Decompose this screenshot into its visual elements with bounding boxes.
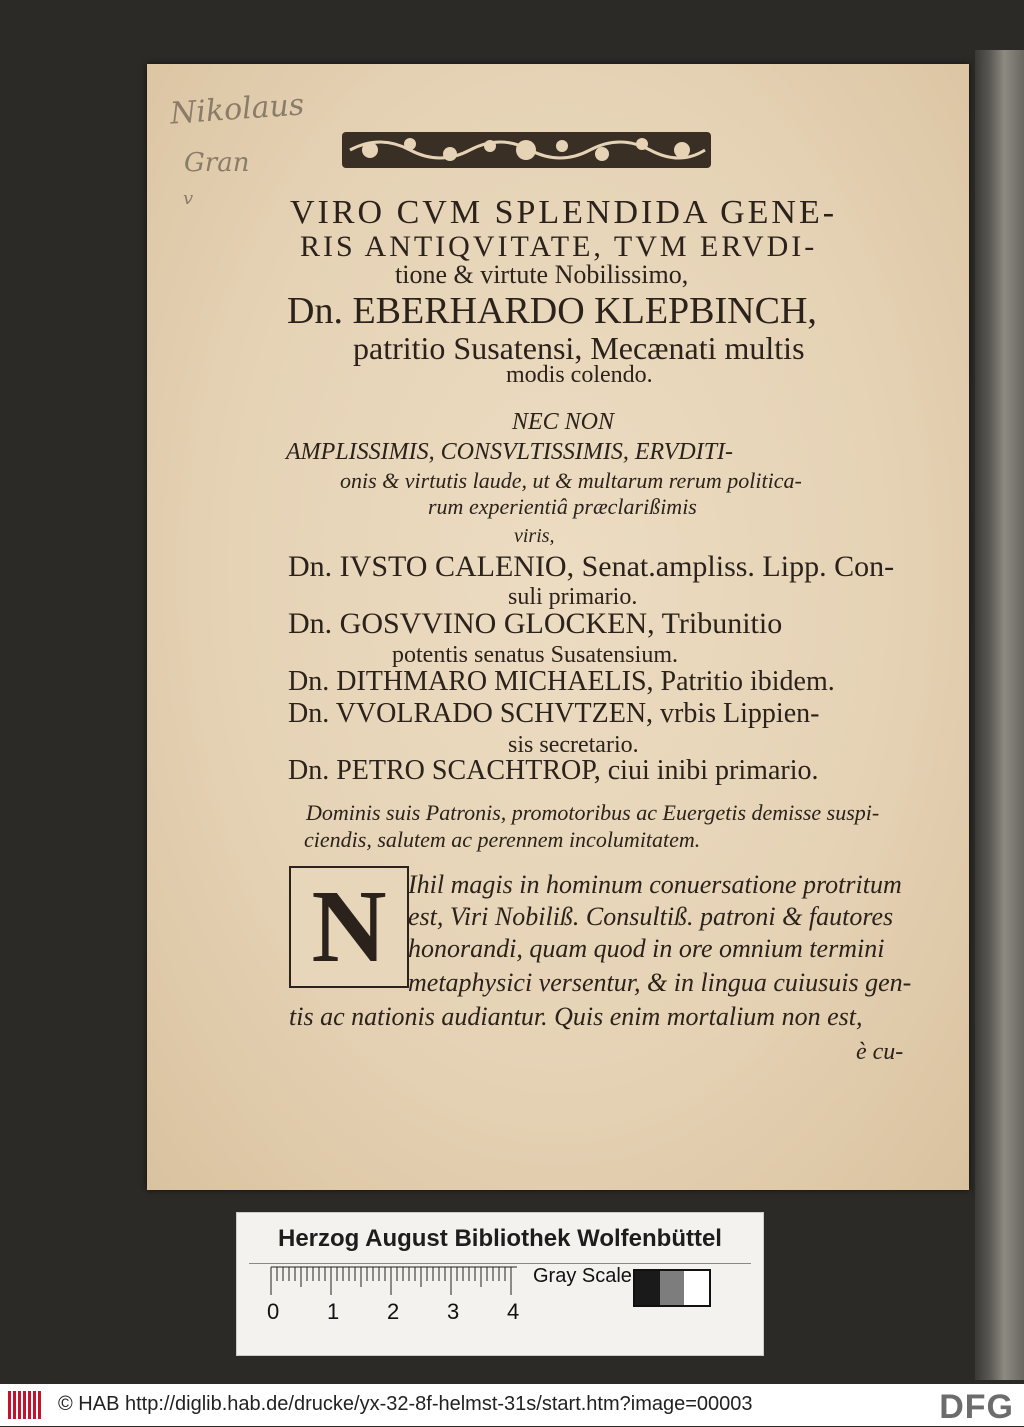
title-line-5: patritio Susatensi, Mecænati multis bbox=[353, 330, 805, 366]
catchword: è cu- bbox=[856, 1039, 904, 1065]
ruler-number-2: 2 bbox=[387, 1299, 400, 1324]
footer-source-link[interactable]: © HAB http://diglib.hab.de/drucke/yx-32-8f-helmst-31s/start.htm?image=00003 bbox=[58, 1393, 753, 1415]
ruler-number-4: 4 bbox=[507, 1299, 520, 1324]
body-line-2: est, Viri Nobiliß. Consultiß. patroni & fautores bbox=[408, 902, 894, 931]
dfg-logo: DFG bbox=[939, 1388, 1014, 1426]
second-line-9: onis & virtutis laude, ut & multarum rerum politica- bbox=[340, 468, 802, 493]
library-name: Herzog August Bibliothek Wolfenbüttel bbox=[278, 1225, 722, 1252]
body-line-3: honorandi, quam quod in ore omnium termini bbox=[408, 934, 885, 963]
second-line-8: AMPLISSIMIS, CONSVLTISSIMIS, ERVDITI- bbox=[286, 439, 734, 465]
ruler-number-3: 3 bbox=[447, 1299, 460, 1324]
body-line-5: tis ac nationis audiantur. Quis enim mortalium non est, bbox=[289, 1002, 863, 1031]
name-schutzen: Dn. VVOLRADO SCHVTZEN, vrbis Lippien- bbox=[288, 698, 820, 729]
dropcap-letter: N bbox=[311, 869, 387, 984]
second-line-11: viris, bbox=[514, 525, 555, 547]
swatch-white bbox=[684, 1271, 709, 1305]
dedication-line-1: Dominis suis Patronis, promotoribus ac Euergetis demisse suspi- bbox=[306, 800, 880, 825]
dropcap-initial bbox=[289, 866, 409, 988]
name-michaelis: Dn. DITHMARO MICHAELIS, Patritio ibidem. bbox=[288, 666, 835, 697]
title-line-6: modis colendo. bbox=[506, 362, 653, 388]
nec-non-heading: NEC NON bbox=[512, 409, 615, 435]
dedication-line-2: ciendis, salutem ac perennem incolumitatem. bbox=[304, 827, 701, 852]
swatch-black bbox=[635, 1271, 660, 1305]
ruler-number-1: 1 bbox=[327, 1299, 340, 1324]
dedicatee-name: Dn. EBERHARDO KLEPBINCH, bbox=[287, 290, 817, 332]
title-line-1: VIRO CVM SPLENDIDA GENE- bbox=[290, 194, 838, 231]
name-calenio: Dn. IVSTO CALENIO, Senat.ampliss. Lipp. Con- bbox=[288, 550, 895, 583]
scale-divider bbox=[249, 1263, 751, 1264]
footer-bar bbox=[0, 1384, 1024, 1426]
name-calenio-cont: suli primario. bbox=[508, 584, 638, 610]
body-line-4: metaphysici versentur, & in lingua cuiusuis gen- bbox=[408, 968, 912, 997]
ruler-number-0: 0 bbox=[267, 1299, 280, 1324]
name-glocken-cont: potentis senatus Susatensium. bbox=[392, 642, 678, 668]
title-line-2: RIS ANTIQVITATE, TVM ERVDI- bbox=[300, 230, 818, 263]
name-glocken: Dn. GOSVVINO GLOCKEN, Tribunitio bbox=[288, 607, 783, 640]
margin-note-1: Nikolaus bbox=[168, 87, 306, 132]
adjacent-page-edge bbox=[975, 50, 1024, 1380]
body-line-1: Ihil magis in hominum conuersatione protritum bbox=[408, 870, 902, 899]
hab-logo-icon bbox=[8, 1391, 46, 1419]
name-scachtrop: Dn. PETRO SCACHTROP, ciui inibi primario. bbox=[288, 755, 819, 786]
color-scale-card bbox=[236, 1212, 764, 1356]
title-line-3: tione & virtute Nobilissimo, bbox=[395, 260, 689, 289]
headpiece-ornament bbox=[340, 128, 713, 172]
swatch-gray bbox=[660, 1271, 685, 1305]
gray-scale-label: Gray Scale bbox=[533, 1265, 632, 1287]
margin-note-3: v bbox=[183, 188, 194, 209]
gray-swatches bbox=[633, 1269, 711, 1307]
name-schutzen-cont: sis secretario. bbox=[508, 732, 639, 758]
margin-note-2: Gran bbox=[184, 148, 250, 178]
second-line-10: rum experientiâ præclarißimis bbox=[428, 494, 697, 519]
